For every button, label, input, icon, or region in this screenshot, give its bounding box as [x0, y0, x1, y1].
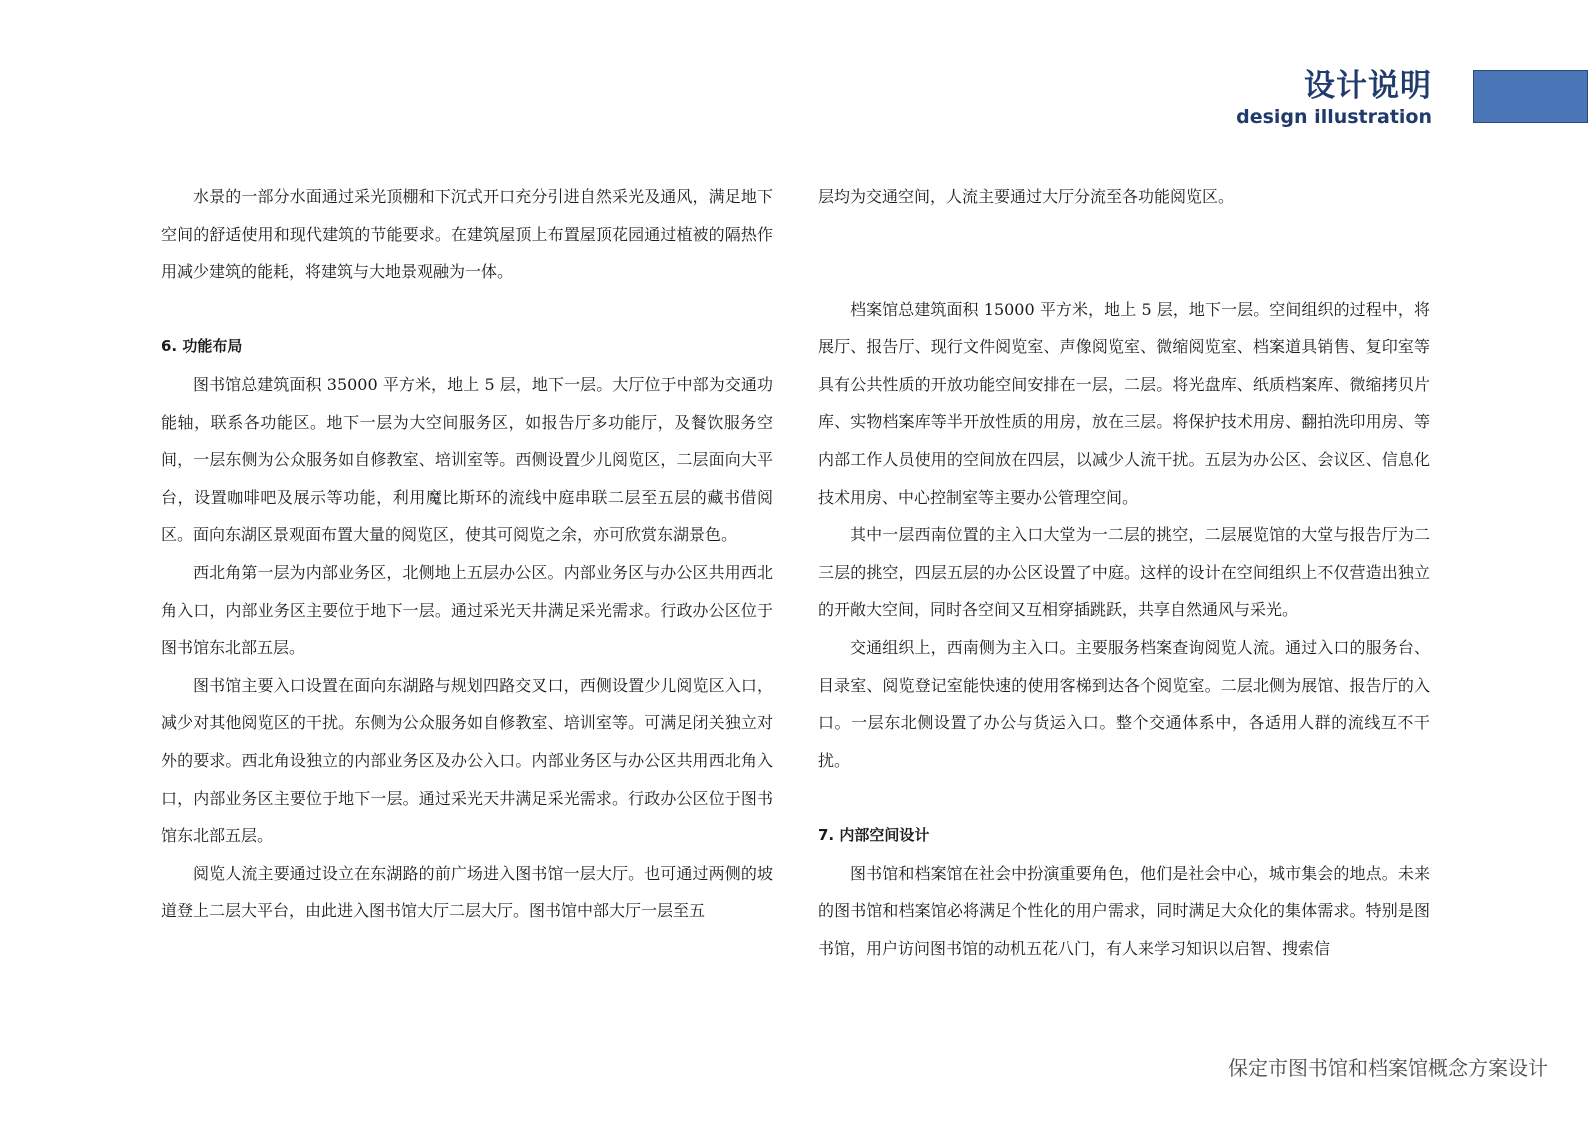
paragraph-waterscape: 水景的一部分水面通过采光顶棚和下沉式开口充分引进自然采光及通风，满足地下空间的舒适使用和现代建筑的节能要求。在建筑屋顶上布置屋顶花园通过植被的隔热作用减少建筑的能耗，将建筑与大地景观融为一体。: [161, 187, 773, 282]
right-column: [818, 178, 1430, 967]
header-title-en: design illustration: [1236, 106, 1432, 128]
section-heading-6: 6. 功能布局: [161, 337, 243, 356]
section-heading-7: 7. 内部空间设计: [818, 825, 930, 844]
paragraph-main-entrance: 图书馆主要入口设置在面向东湖路与规划四路交叉口，西侧设置少儿阅览区入口，减少对其他阅览区的干扰。东侧为公众服务如自修教室、培训室等。可满足闭关独立对外的要求。西北角设独立的内部业务区及办公入口。内部业务区与办公区共用西北角入口，内部业务区主要位于地下一层。通过采光天井满足采光需求。行政办公区位于图书馆东北部五层。: [161, 675, 773, 846]
header-title-cn: 设计说明: [1304, 68, 1432, 104]
page-header: [1236, 66, 1432, 127]
left-column: [161, 178, 773, 930]
paragraph-atrium-spaces: 其中一层西南位置的主入口大堂为一二层的挑空，二层展览馆的大堂与报告厅为二三层的挑空，四层五层的办公区设置了中庭。这样的设计在空间组织上不仅营造出独立的开敞大空间，同时各空间又互相穿插跳跃，共享自然通风与采光。: [818, 525, 1430, 620]
paragraph-library-overview: 图书馆总建筑面积 35000 平方米，地上 5 层，地下一层。大厅位于中部为交通功能轴，联系各功能区。地下一层为大空间服务区，如报告厅多功能厅，及餐饮服务空间，一层东侧为公众服务如自修教室、培训室等。西侧设置少儿阅览区，二层面向大平台，设置咖啡吧及展示等功能，利用魔比斯环的流线中庭串联二层至五层的藏书借阅区。面向东湖区景观面布置大量的阅览区，使其可阅览之余，亦可欣赏东湖景色。: [161, 374, 773, 545]
paragraph-interior-design: 图书馆和档案馆在社会中扮演重要角色，他们是社会中心，城市集会的地点。未来的图书馆和档案馆必将满足个性化的用户需求，同时满足大众化的集体需求。特别是图书馆，用户访问图书馆的动机五花八门，有人来学习知识以启智、搜索信: [818, 863, 1430, 958]
spacer: [818, 216, 1430, 291]
spacer: [161, 291, 773, 329]
footer-project-title: 保定市图书馆和档案馆概念方案设计: [1228, 1056, 1548, 1080]
paragraph-northwest-office: 西北角第一层为内部业务区，北侧地上五层办公区。内部业务区与办公区共用西北角入口，内部业务区主要位于地下一层。通过采光天井满足采光需求。行政办公区位于图书馆东北部五层。: [161, 562, 773, 658]
paragraph-reader-flow: 阅览人流主要通过设立在东湖路的前广场进入图书馆一层大厅。也可通过两侧的坡道登上二层大平台，由此进入图书馆大厅二层大厅。图书馆中部大厅一层至五: [161, 863, 773, 921]
paragraph-traffic-organization: 交通组织上，西南侧为主入口。主要服务档案查询阅览人流。通过入口的服务台、目录室、阅览登记室能快速的使用客梯到达各个阅览室。二层北侧为展馆、报告厅的入口。一层东北侧设置了办公与货运入口。整个交通体系中，各适用人群的流线互不干扰。: [818, 637, 1430, 770]
header-accent-bar: [1473, 70, 1588, 123]
paragraph-reader-flow-continued: 层均为交通空间，人流主要通过大厅分流至各功能阅览区。: [818, 187, 1235, 206]
spacer: [818, 779, 1430, 817]
paragraph-archive-overview: 档案馆总建筑面积 15000 平方米，地上 5 层，地下一层。空间组织的过程中，将展厅、报告厅、现行文件阅览室、声像阅览室、微缩阅览室、档案道具销售、复印室等具有公共性质的开放功能空间安排在一层，二层。将光盘库、纸质档案库、微缩拷贝片库、实物档案库等半开放性质的用房，放在三层。将保护技术用房、翻拍洗印用房、等内部工作人员使用的空间放在四层，以减少人流干扰。五层为办公区、会议区、信息化技术用房、中心控制室等主要办公管理空间。: [818, 299, 1430, 507]
